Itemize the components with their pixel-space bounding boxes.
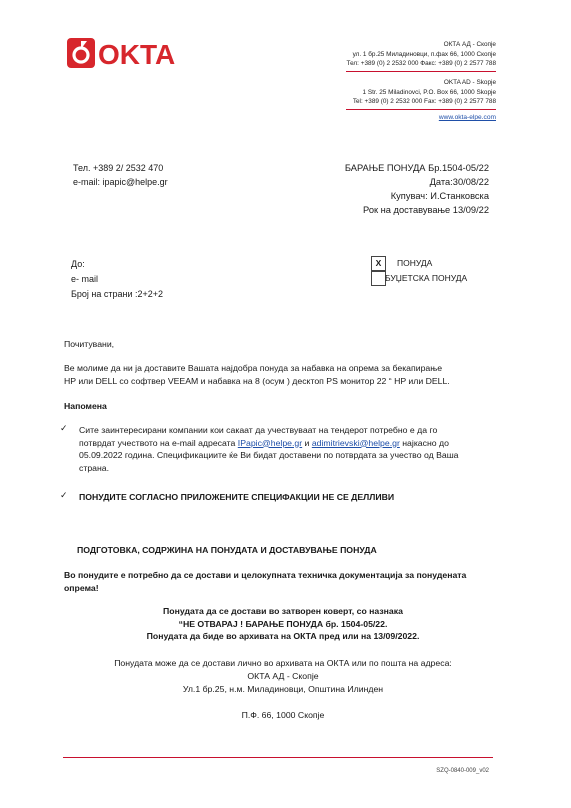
request-number: БАРАЊЕ ПОНУДА Бр.1504-05/22 [344,163,489,173]
footer-divider [63,757,493,758]
sender-tel: Тел. +389 2/ 2532 470 [73,163,164,173]
note-participation [79,424,499,474]
page-count: Број на страни :2+2+2 [71,289,164,299]
paragraph-text: и [302,437,312,448]
sender-email: e-mail: ipapic@helpe.gr [73,177,168,187]
delivery-address [63,657,503,696]
paragraph-line: 05.09.2022 година. Спецификациите ќе Ви бидат доставени по потврдата за учество од Ваша [79,450,459,460]
request-info [345,161,489,217]
budget-offer-label: БУЏЕТСКА ПОНУДА [385,273,468,283]
paragraph-line: Понудата да се достави во затворен коверт, со назнака [163,606,403,616]
greeting: Почитувани, [64,339,115,349]
paragraph-text: најкасно до [399,437,449,448]
paragraph-line: Ул.1 бр.25, н.м. Миладиновци, Општина Илинден [182,684,384,694]
letterhead-mk [347,40,496,69]
letterhead-line: 1 Str. 25 Miladinovci, P.O. Box 66, 1000 Skopje [362,88,496,96]
paragraph-line: опрема! [64,582,99,593]
request-buyer: Купувач: И.Станковска [390,191,489,201]
brand-name: OKTA [98,39,176,68]
addressee-email: е- mail [71,274,99,284]
website-link[interactable]: www.okta-elpe.com [438,114,496,121]
checkmark-icon: ✓ [60,490,68,500]
letterhead-line: OKTA AD - Skopje [443,79,496,86]
sender-contact [73,161,168,189]
addressee-block [71,257,163,302]
paragraph-line [79,437,499,450]
email-link[interactable]: adimitrievski@helpe.gr [311,437,400,448]
letterhead-line: Tel: +389 (0) 2 2532 000 Fax: +389 (0) 2 2577 788 [352,98,496,106]
paragraph-line: Понудата може да се достави лично во архивата на ОКТА или по пошта на адреса: [114,658,452,668]
paragraph-line: Понудата да биде во архивата на ОКТА пред или на 13/09/2022. [146,631,420,641]
paragraph-line: ОКТА АД - Скопје [247,671,319,681]
letterhead-line: ОКТА АД - Скопје [443,41,496,48]
offer-checkbox[interactable]: X [371,256,386,271]
note-title: Напомена [64,401,107,411]
letterhead-line: ул. 1 бр.25 Миладиновци, п.фах 66, 1000 Скопје [352,50,496,58]
document-code: SZQ-0840-009_v02 [436,768,489,774]
paragraph-text: потврдат учеството на e-mail адресата [79,437,238,448]
note-indivisible: ПОНУДИТЕ СОГЛАСНО ПРИЛОЖЕНИТЕ СПЕЦИФАКЦИИ НЕ СЕ ДЕЛЛИВИ [79,492,395,502]
section-title: ПОДГОТОВКА, СОДРЖИНА НА ПОНУДАТА И ДОСТАВУВАЊЕ ПОНУДА [77,545,377,555]
header-divider [346,109,496,110]
paragraph-line: Ве молиме да ни ја доставите Вашата најдобра понуда за набавка на опрема за бекапирање [64,363,443,373]
paragraph-line: страна. [79,462,110,473]
paragraph-line: HP или DELL со софтвер VEEAM и набавка на 8 (осум ) десктоп PS монитор 22 “ HP или DELL. [64,375,450,386]
okta-logo [67,38,185,68]
letterhead-line: Тел: +389 (0) 2 2532 000 Факс: +389 (0) 2 2577 788 [346,60,496,68]
letterhead-en [353,78,496,107]
email-link[interactable]: IPapic@helpe.gr [237,437,303,448]
paragraph-line: Сите заинтересирани компании кои сакаат да учествуваат на тендерот потребно е да го [79,425,438,435]
request-paragraph [64,362,514,387]
addressee-to: До: [71,259,85,269]
offer-label: ПОНУДА [397,258,433,268]
paragraph-line: Во понудите е потребно да се достави и целокупната техничка документација за понудената [64,570,467,580]
checkmark-icon: ✓ [60,423,68,433]
request-deadline: Рок на доставување 13/09/22 [363,205,489,215]
delivery-pobox: П.Ф. 66, 1000 Скопје [241,710,325,720]
budget-offer-checkbox[interactable] [371,271,386,286]
request-date: Дата:30/08/22 [429,177,489,187]
header-divider [346,71,496,72]
envelope-instructions [63,605,503,643]
paragraph-line: “НЕ ОТВАРАЈ ! БАРАЊЕ ПОНУДА бр. 1504-05/22. [178,618,388,629]
documentation-note [64,569,514,594]
